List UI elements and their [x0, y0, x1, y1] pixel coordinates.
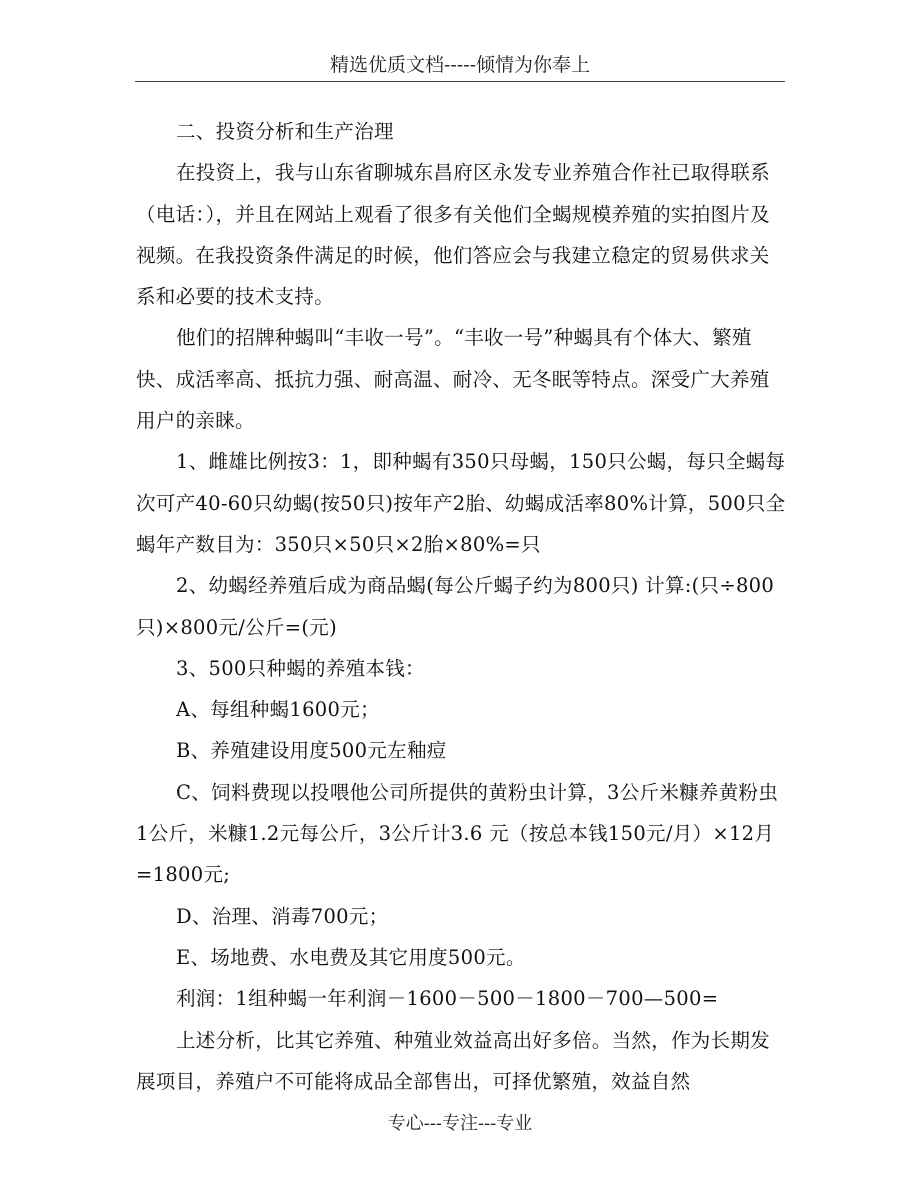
paragraph-item-2: 2、幼蝎经养殖后成为商品蝎(每公斤蝎子约为800只) 计算:(只÷800只)×800元/公斤=(元): [136, 574, 775, 639]
paragraph-investment: 在投资上，我与山东省聊城东昌府区永发专业养殖合作社已取得联系（电话：），并且在网站上观看了很多有关他们全蝎规模养殖的实拍图片及视频。在我投资条件满足的时候，他们答应会与我建立稳定的贸易供求关系和必要的技术支持。: [136, 161, 771, 309]
paragraph-cost-d: D、治理、消毒700元；: [176, 904, 389, 928]
paragraph-cost-b: B、养殖建设用度500元左釉痘: [176, 739, 447, 763]
paragraph-item-1: 1、雌雄比例按3：1，即种蝎有350只母蝎，150只公蝎，每只全蝎每次可产40-60只幼蝎(按50只)按年产2胎、幼蝎成活率80%计算，500只全蝎年产数目为：350只×50只×2胎×80%=只: [136, 450, 786, 556]
paragraph-cost-e: E、场地费、水电费及其它用度500元。: [176, 945, 526, 969]
paragraph-cost-a: A、每组种蝎1600元；: [176, 698, 380, 722]
paragraph-cost-c: C、饲料费现以投喂他公司所提供的黄粉虫计算，3公斤米糠养黄粉虫1公斤，米糠1.2元每公斤，3公斤计3.6 元（按总本钱150元/月）×12月=1800元;: [136, 780, 779, 887]
paragraph-summary: 上述分析，比其它养殖、种殖业效益高出好多倍。当然，作为长期发展项目，养殖户不可能将成品全部售出，可择优繁殖，效益自然: [136, 1028, 771, 1093]
paragraph-brand: 他们的招牌种蝎叫“丰收一号”。“丰收一号”种蝎具有个体大、繁殖快、成活率高、抵抗力强、耐高温、耐冷、无冬眠等特点。深受广大养殖用户的亲睐。: [136, 326, 770, 433]
paragraph-profit: 利润：1组种蝎一年利润－1600－500－1800－700—500=: [176, 987, 719, 1011]
header-divider: [135, 81, 785, 82]
paragraph-item-3: 3、500只种蝎的养殖本钱：: [176, 656, 425, 680]
section-heading: 二、投资分析和生产治理: [176, 120, 394, 143]
page-footer: 专心---专注---专业: [387, 1113, 533, 1134]
page-header: 精选优质文档-----倾情为你奉上: [329, 54, 591, 76]
document-body: [136, 111, 788, 1102]
